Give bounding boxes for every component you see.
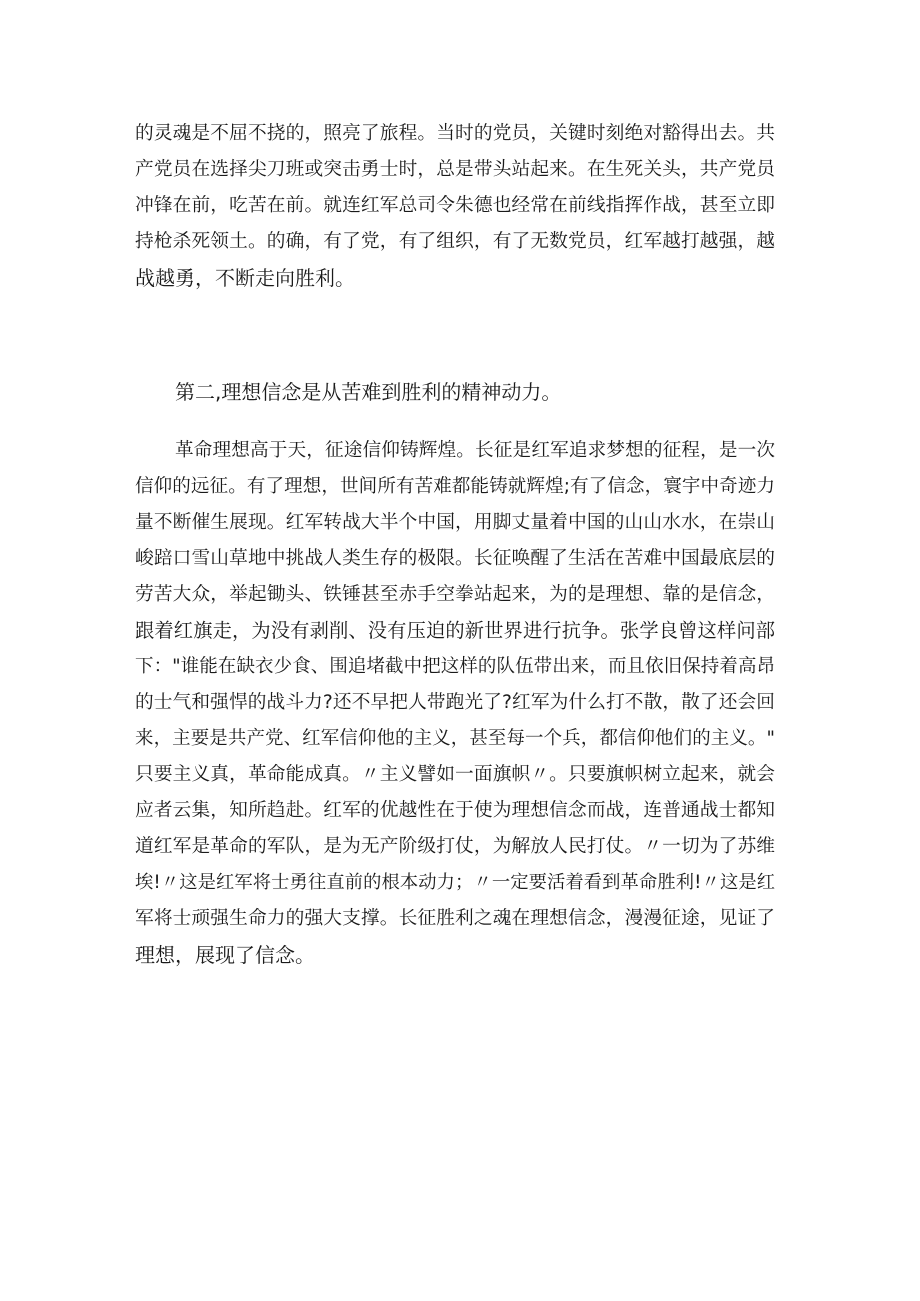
text-line: 理想，展现了信念。 <box>135 943 315 967</box>
text-line: 的灵魂是不屈不挠的，照亮了旅程。当时的党员，关键时刻绝对豁得出去。共 <box>135 123 775 144</box>
heading-line: 第二,理想信念是从苦难到胜利的精神动力。 <box>175 380 562 404</box>
text-line: 革命理想高于天，征途信仰铸辉煌。长征是红军追求梦想的征程，是一次 <box>175 440 775 461</box>
text-line: 来，主要是共产党、红军信仰他的主义，甚至每一个兵，都信仰他们的主义。" <box>135 728 775 749</box>
text-line: 只要主义真，革命能成真。〃主义譬如一面旗帜〃。只要旗帜树立起来，就会 <box>135 764 775 785</box>
text-line: 峻踣口雪山草地中挑战人类生存的极限。长征唤醒了生活在苦难中国最底层的 <box>135 548 775 569</box>
text-line: 量不断催生展现。红军转战大半个中国，用脚丈量着中国的山山水水，在崇山 <box>135 512 775 533</box>
paragraph-body <box>135 433 775 973</box>
text-line: 道红军是革命的军队，是为无产阶级打仗，为解放人民打仗。〃一切为了苏维 <box>135 836 775 857</box>
text-line: 军将士顽强生命力的强大支撑。长征胜利之魂在理想信念，漫漫征途，见证了 <box>135 908 775 929</box>
section-heading <box>135 374 775 410</box>
text-line: 埃!〃这是红军将士勇往直前的根本动力；〃一定要活着看到革命胜利!〃这是红 <box>135 872 775 893</box>
text-line: 的士气和强悍的战斗力?还不早把人带跑光了?红军为什么打不散，散了还会回 <box>135 692 775 713</box>
text-line: 产党员在选择尖刀班或突击勇士时，总是带头站起来。在生死关头，共产党员 <box>135 159 775 180</box>
paragraph-continuation <box>135 116 775 296</box>
text-line: 应者云集，知所趋赴。红军的优越性在于使为理想信念而战，连普通战士都知 <box>135 800 775 821</box>
text-line: 持枪杀死领土。的确，有了党，有了组织，有了无数党员，红军越打越强，越 <box>135 231 775 252</box>
text-line: 劳苦大众，举起锄头、铁锤甚至赤手空拳站起来，为的是理想、靠的是信念， <box>135 584 775 605</box>
text-line: 冲锋在前，吃苦在前。就连红军总司令朱德也经常在前线指挥作战，甚至立即 <box>135 195 775 216</box>
text-line: 下："谁能在缺衣少食、围追堵截中把这样的队伍带出来，而且依旧保持着高昂 <box>135 656 775 677</box>
text-line: 战越勇，不断走向胜利。 <box>135 266 355 290</box>
text-line: 信仰的远征。有了理想，世间所有苦难都能铸就辉煌;有了信念，寰宇中奇迹力 <box>135 476 775 497</box>
text-line: 跟着红旗走，为没有剥削、没有压迫的新世界进行抗争。张学良曾这样问部 <box>135 619 775 642</box>
